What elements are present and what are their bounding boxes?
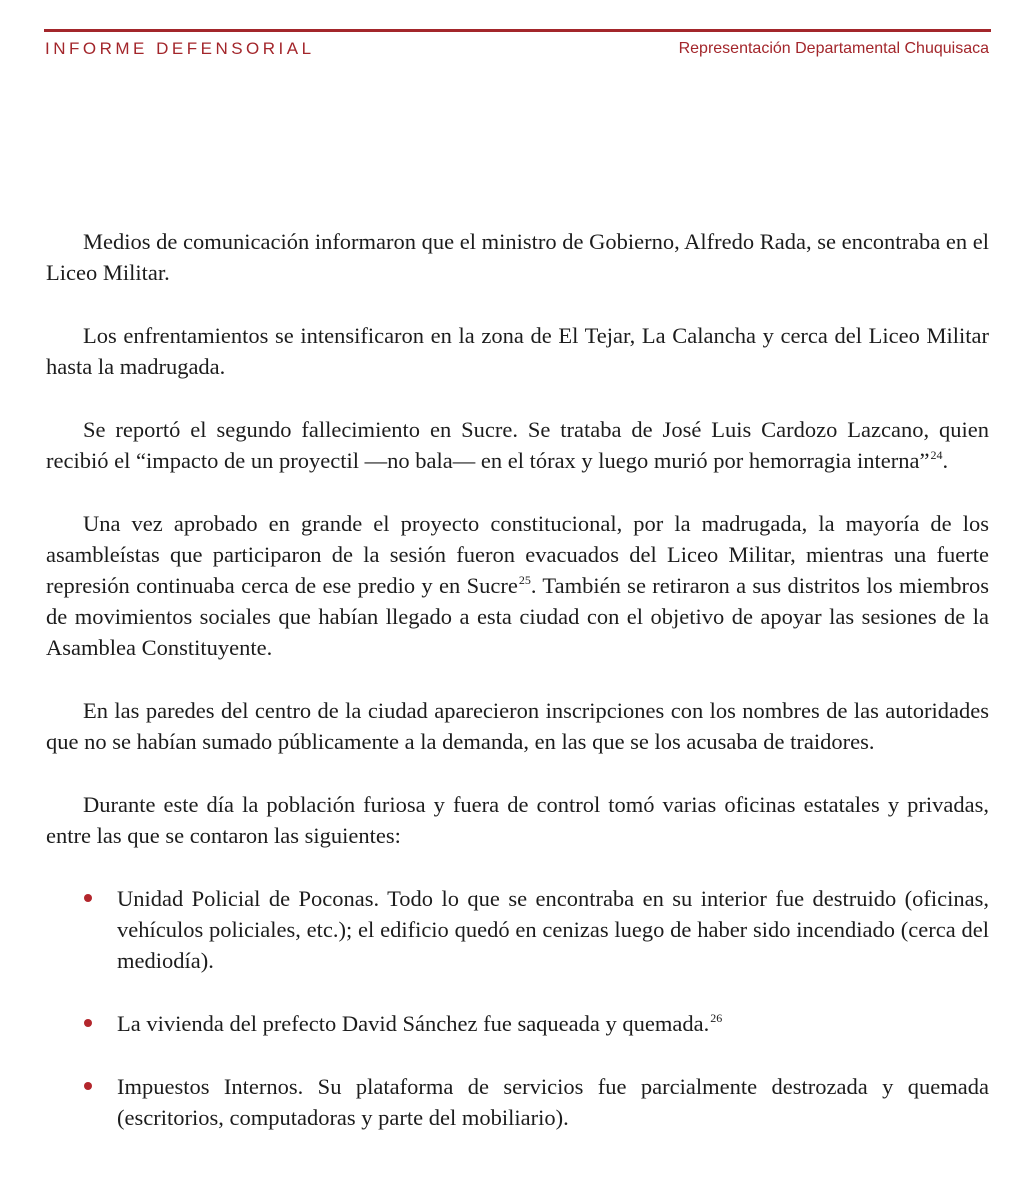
- paragraph-text: Una vez aprobado en grande el proyecto constitucional, por la madrugada, la mayoría de los asambleístas que participaron de la sesión fueron evacuados del Liceo Militar, mientras una fuerte represión continuaba cerca de ese predio y en Sucre: [46, 511, 989, 598]
- header-rule: [44, 29, 991, 32]
- paragraph: [46, 695, 989, 757]
- footnote-ref[interactable]: 24: [930, 448, 943, 462]
- document-body: [46, 226, 989, 1165]
- paragraph-text: Medios de comunicación informaron que el ministro de Gobierno, Alfredo Rada, se encontraba en el Liceo Militar.: [46, 229, 989, 285]
- list-item-text: Impuestos Internos. Su plataforma de servicios fue parcialmente destrozada y quemada (escritorios, computadoras y parte del mobiliario).: [117, 1074, 989, 1130]
- footnote-ref[interactable]: 25: [518, 573, 531, 587]
- paragraph: [46, 789, 989, 851]
- bullet-icon: [84, 1019, 92, 1027]
- paragraph: [46, 508, 989, 663]
- list-item: [46, 883, 989, 976]
- list-item: [46, 1071, 989, 1133]
- report-title: INFORME DEFENSORIAL: [45, 39, 315, 58]
- footnote-ref[interactable]: 26: [710, 1011, 723, 1025]
- bullet-icon: [84, 1082, 92, 1090]
- paragraph-text-end: . También se retiraron a sus distritos los miembros de movimientos sociales que habían llegado a esta ciudad con el objetivo de apoyar las sesiones de la Asamblea Constituyente.: [46, 573, 989, 660]
- paragraph-text: Se reportó el segundo fallecimiento en Sucre. Se trataba de José Luis Cardozo Lazcano, quien recibió el “impacto de un proyectil —no bala— en el tórax y luego murió por hemorragia interna”: [46, 417, 989, 473]
- list-item-text: Unidad Policial de Poconas. Todo lo que se encontraba en su interior fue destruido (oficinas, vehículos policiales, etc.); el edificio quedó en cenizas luego de haber sido incendiado (cerca del mediodía).: [117, 886, 989, 973]
- paragraph: [46, 320, 989, 382]
- page-header: [44, 39, 991, 65]
- bullet-icon: [84, 894, 92, 902]
- paragraph-text-end: .: [942, 448, 949, 473]
- paragraph: [46, 226, 989, 288]
- list-item-text: La vivienda del prefecto David Sánchez fue saqueada y quemada.: [117, 1011, 710, 1036]
- paragraph-text: En las paredes del centro de la ciudad aparecieron inscripciones con los nombres de las autoridades que no se habían sumado públicamente a la demanda, en las que se los acusaba de traidores.: [46, 698, 989, 754]
- department-title: Representación Departamental Chuquisaca: [678, 40, 989, 57]
- paragraph-text: Los enfrentamientos se intensificaron en la zona de El Tejar, La Calancha y cerca del Liceo Militar hasta la madrugada.: [46, 323, 989, 379]
- bullet-list: [46, 883, 989, 1133]
- list-item: [46, 1008, 989, 1039]
- paragraph: [46, 414, 989, 476]
- paragraph-text: Durante este día la población furiosa y fuera de control tomó varias oficinas estatales y privadas, entre las que se contaron las siguientes:: [46, 792, 989, 848]
